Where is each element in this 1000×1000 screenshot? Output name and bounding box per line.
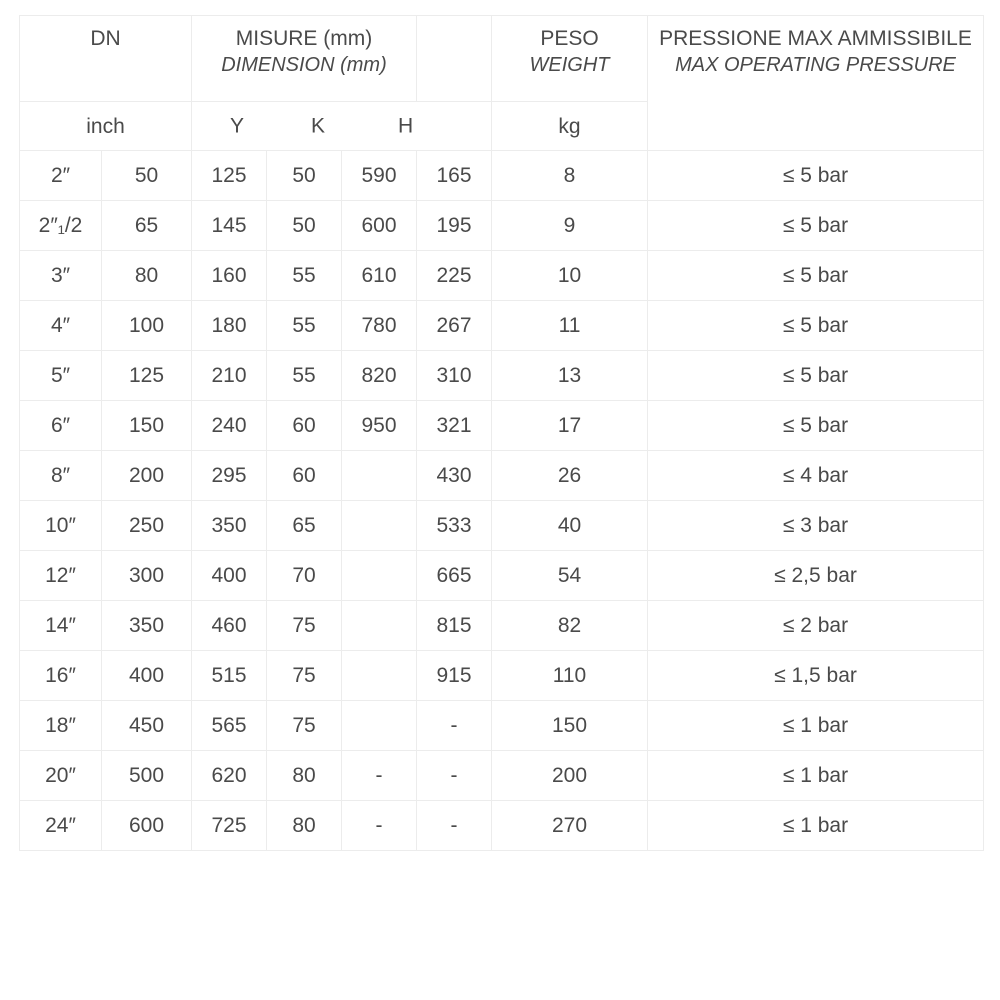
dim-extra-cell: 225 <box>417 251 492 301</box>
dim-extra-cell: 430 <box>417 451 492 501</box>
dn-cell: 50 <box>102 151 192 201</box>
table-row <box>20 301 984 351</box>
k-cell: 75 <box>267 651 342 701</box>
inch-cell: 14″ <box>20 601 102 651</box>
spec-table <box>19 15 984 851</box>
table-row <box>20 651 984 701</box>
h-cell: - <box>342 751 417 801</box>
dn-cell: 250 <box>102 501 192 551</box>
h-cell: - <box>342 801 417 851</box>
kg-header: kg <box>492 102 648 151</box>
pressure-cell: ≤ 5 bar <box>648 151 984 201</box>
pressure-cell: ≤ 5 bar <box>648 201 984 251</box>
max-pressure-label: MAX OPERATING PRESSURE <box>675 54 956 76</box>
pressure-cell: ≤ 1,5 bar <box>648 651 984 701</box>
table-row <box>20 801 984 851</box>
misure-label: MISURE (mm) <box>235 27 373 50</box>
dim-extra-cell: 195 <box>417 201 492 251</box>
inch-cell: 18″ <box>20 701 102 751</box>
dn-cell: 200 <box>102 451 192 501</box>
h-cell <box>342 551 417 601</box>
pressure-cell: ≤ 5 bar <box>648 251 984 301</box>
dn-cell: 300 <box>102 551 192 601</box>
weight-cell: 200 <box>492 751 648 801</box>
table-row <box>20 351 984 401</box>
dim-extra-cell: 310 <box>417 351 492 401</box>
dn-cell: 600 <box>102 801 192 851</box>
y-cell: 240 <box>192 401 267 451</box>
weight-cell: 10 <box>492 251 648 301</box>
weight-cell: 11 <box>492 301 648 351</box>
h-cell <box>342 651 417 701</box>
dn-cell: 500 <box>102 751 192 801</box>
table-row <box>20 201 984 251</box>
y-cell: 145 <box>192 201 267 251</box>
table-row <box>20 701 984 751</box>
weight-label: WEIGHT <box>529 54 610 76</box>
dim-extra-cell: 267 <box>417 301 492 351</box>
table-row <box>20 451 984 501</box>
h-cell <box>342 701 417 751</box>
peso-header <box>492 16 648 102</box>
pressure-cell: ≤ 1 bar <box>648 701 984 751</box>
h-cell <box>342 451 417 501</box>
misure-header <box>192 16 417 102</box>
weight-cell: 150 <box>492 701 648 751</box>
pressure-cell: ≤ 3 bar <box>648 501 984 551</box>
pressure-cell: ≤ 1 bar <box>648 751 984 801</box>
inch-cell: 6″ <box>20 401 102 451</box>
k-cell: 65 <box>267 501 342 551</box>
dim-extra-cell: - <box>417 801 492 851</box>
weight-cell: 270 <box>492 801 648 851</box>
table-row <box>20 401 984 451</box>
y-cell: 565 <box>192 701 267 751</box>
pressure-cell: ≤ 2 bar <box>648 601 984 651</box>
k-cell: 80 <box>267 801 342 851</box>
inch-cell: 16″ <box>20 651 102 701</box>
y-cell: 295 <box>192 451 267 501</box>
y-cell: 180 <box>192 301 267 351</box>
h-cell: 600 <box>342 201 417 251</box>
dim-extra-cell: 321 <box>417 401 492 451</box>
table-row <box>20 151 984 201</box>
k-cell: 55 <box>267 351 342 401</box>
dn-cell: 125 <box>102 351 192 401</box>
y-cell: 460 <box>192 601 267 651</box>
inch-header: inch <box>20 102 192 151</box>
y-cell: 725 <box>192 801 267 851</box>
h-cell <box>342 601 417 651</box>
y-cell: 620 <box>192 751 267 801</box>
pressure-cell: ≤ 4 bar <box>648 451 984 501</box>
peso-label: PESO <box>540 27 599 50</box>
weight-cell: 82 <box>492 601 648 651</box>
table-row <box>20 251 984 301</box>
dim-extra-cell: 815 <box>417 601 492 651</box>
weight-cell: 40 <box>492 501 648 551</box>
pressure-cell: ≤ 5 bar <box>648 351 984 401</box>
inch-cell: 10″ <box>20 501 102 551</box>
h-cell: 590 <box>342 151 417 201</box>
inch-cell: 24″ <box>20 801 102 851</box>
header-row <box>20 16 984 102</box>
weight-cell: 8 <box>492 151 648 201</box>
y-cell: 160 <box>192 251 267 301</box>
weight-cell: 26 <box>492 451 648 501</box>
y-cell: 515 <box>192 651 267 701</box>
y-cell: 210 <box>192 351 267 401</box>
dn-cell: 65 <box>102 201 192 251</box>
inch-cell: 4″ <box>20 301 102 351</box>
k-cell: 60 <box>267 401 342 451</box>
k-cell: 80 <box>267 751 342 801</box>
dimension-label: DIMENSION (mm) <box>221 54 387 76</box>
h-cell: 780 <box>342 301 417 351</box>
y-label: Y <box>230 114 245 138</box>
dn-cell: 150 <box>102 401 192 451</box>
k-cell: 75 <box>267 601 342 651</box>
dim-extra-cell: 533 <box>417 501 492 551</box>
k-cell: 70 <box>267 551 342 601</box>
pressure-cell: ≤ 2,5 bar <box>648 551 984 601</box>
inch-cell: 20″ <box>20 751 102 801</box>
weight-cell: 110 <box>492 651 648 701</box>
weight-cell: 54 <box>492 551 648 601</box>
dim-extra-cell: 915 <box>417 651 492 701</box>
h-label: H <box>398 114 414 138</box>
inch-cell: 8″ <box>20 451 102 501</box>
dim-extra-cell: - <box>417 751 492 801</box>
pressione-label: PRESSIONE MAX AMMISSIBILE <box>659 27 972 50</box>
dn-cell: 100 <box>102 301 192 351</box>
inch-cell: 12″ <box>20 551 102 601</box>
weight-cell: 9 <box>492 201 648 251</box>
pressure-cell: ≤ 1 bar <box>648 801 984 851</box>
dn-cell: 350 <box>102 601 192 651</box>
pressure-cell: ≤ 5 bar <box>648 401 984 451</box>
dimension-subheader <box>192 102 492 151</box>
dn-header <box>20 16 192 102</box>
table-row <box>20 751 984 801</box>
dim-extra-cell: 665 <box>417 551 492 601</box>
k-cell: 60 <box>267 451 342 501</box>
h-cell: 610 <box>342 251 417 301</box>
k-cell: 50 <box>267 201 342 251</box>
dim-extra-cell: - <box>417 701 492 751</box>
dim-extra-cell: 165 <box>417 151 492 201</box>
inch-cell: 2″ <box>20 151 102 201</box>
pressure-header <box>648 16 984 151</box>
table-row <box>20 601 984 651</box>
y-cell: 350 <box>192 501 267 551</box>
h-cell: 820 <box>342 351 417 401</box>
y-cell: 400 <box>192 551 267 601</box>
inch-cell: 5″ <box>20 351 102 401</box>
k-cell: 50 <box>267 151 342 201</box>
table-row <box>20 501 984 551</box>
k-label: K <box>311 114 326 138</box>
k-cell: 75 <box>267 701 342 751</box>
dn-cell: 80 <box>102 251 192 301</box>
k-cell: 55 <box>267 301 342 351</box>
dn-cell: 400 <box>102 651 192 701</box>
dn-cell: 450 <box>102 701 192 751</box>
inch-cell: 2″₁/2 <box>20 201 102 251</box>
weight-cell: 13 <box>492 351 648 401</box>
h-cell <box>342 501 417 551</box>
inch-cell: 3″ <box>20 251 102 301</box>
empty-header-cell <box>417 16 492 102</box>
table-row <box>20 551 984 601</box>
dn-label: DN <box>90 27 121 50</box>
h-cell: 950 <box>342 401 417 451</box>
k-cell: 55 <box>267 251 342 301</box>
pressure-cell: ≤ 5 bar <box>648 301 984 351</box>
weight-cell: 17 <box>492 401 648 451</box>
y-cell: 125 <box>192 151 267 201</box>
